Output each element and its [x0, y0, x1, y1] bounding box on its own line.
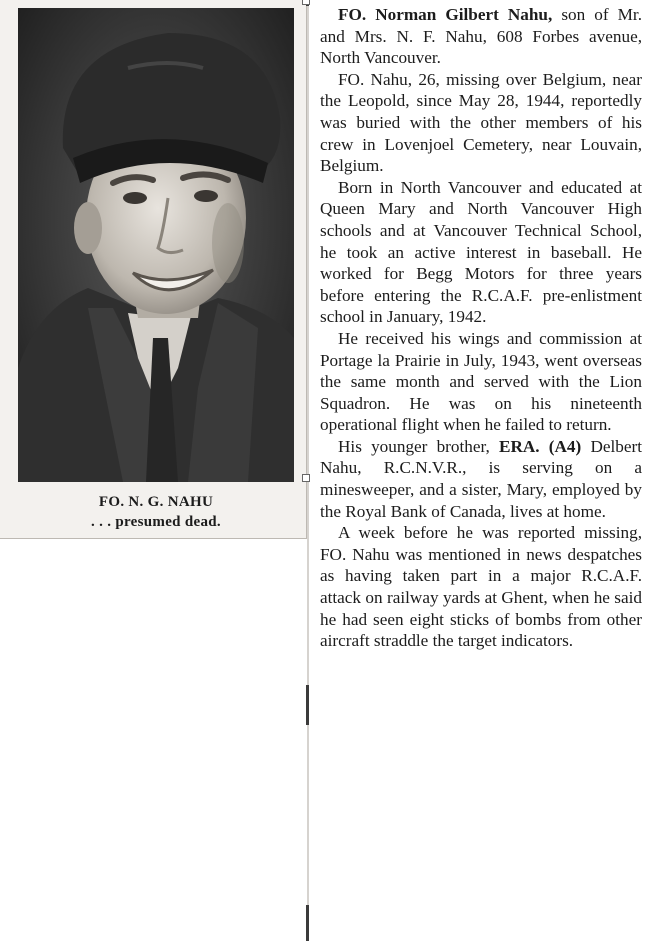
article-paragraph [320, 4, 642, 69]
portrait-illustration [18, 8, 294, 482]
portrait-photo [18, 8, 294, 482]
article-text [320, 4, 642, 652]
photo-caption-note: . . . presumed dead. [91, 514, 221, 530]
lead-rest: son of Mr. and Mrs. N. F. Nahu, 608 Forbes avenue, North Vancouver. [320, 5, 642, 68]
p5-part-a: His younger brother, [338, 436, 500, 456]
bottom-fade [314, 928, 655, 941]
article-paragraph [320, 436, 642, 522]
photo-panel [0, 0, 307, 539]
crop-handle-top[interactable] [302, 0, 310, 5]
article-paragraph: FO. Nahu, 26, missing over Belgium, near the Leopold, since May 28, 1944, reportedly was buried with the other members of his crew in Lovenjoel Cemetery, near Louvain, Belgium. [320, 69, 642, 176]
photo-caption-name: FO. N. G. NAHU [98, 494, 214, 510]
column-rule [307, 0, 309, 941]
lead-name: FO. Norman Gilbert Nahu, [338, 5, 553, 24]
column-rule-mark [306, 905, 309, 941]
article-paragraph: He received his wings and commission at Portage la Prairie in July, 1943, went overseas the same month and served with the Lion Squadron. He was on his nineteenth operational flight when he failed to return. [320, 328, 642, 435]
crop-handle-middle[interactable] [302, 474, 310, 482]
article-paragraph: Born in North Vancouver and educated at Queen Mary and North Vancouver High schools and at Vancouver Technical School, he took an active interest in baseball. He worked for Begg Motors for three years before entering the R.C.A.F. pre-enlistment school in January, 1942. [320, 177, 642, 327]
column-rule-mark [306, 685, 309, 725]
p5-part-c: Delbert Nahu, R.C.N.V.R., is serving on a minesweeper, and a sister, Mary, employed by the Royal Bank of Canada, lives at home. [320, 436, 642, 521]
article-paragraph: A week before he was reported missing, FO. Nahu was mentioned in news despatches as having taken part in a major R.C.A.F. attack on railway yards at Ghent, when he said he had seen eight sticks of bombs from other aircraft straddle the target indicators. [320, 523, 642, 651]
p5-rank: ERA. (A4) [499, 436, 582, 456]
